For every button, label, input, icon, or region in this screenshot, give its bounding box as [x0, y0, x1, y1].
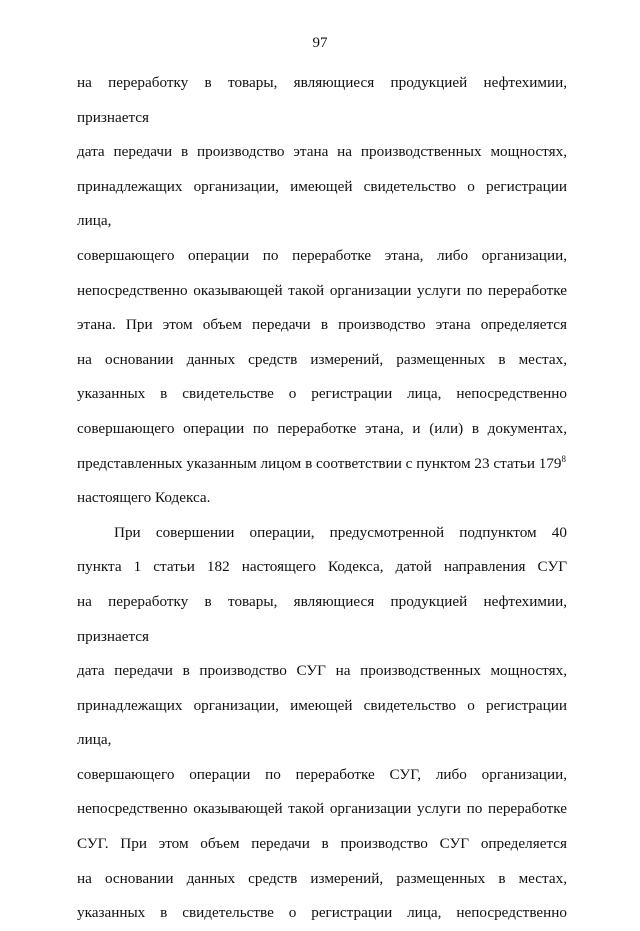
text-line: принадлежащих организации, имеющей свидетельство о регистрации лица, [77, 177, 567, 230]
page-number: 97 [312, 35, 328, 51]
text-line: на переработку в товары, являющиеся продукцией нефтехимии, признается [77, 74, 567, 126]
paragraph-1 [77, 66, 567, 516]
text-line: СУГ. При этом объем передачи в производство СУГ определяется [77, 835, 567, 853]
text-line: При совершении операции, предусмотренной подпунктом 40 [114, 523, 567, 541]
text-line: на основании данных средств измерений, размещенных в местах, [77, 869, 567, 887]
text-line-content: представленных указанным лицом в соответствии с пунктом 23 статьи 179 [77, 454, 562, 472]
text-line: указанных в свидетельстве о регистрации лица, непосредственно [77, 904, 567, 922]
text-line: непосредственно оказывающей такой организации услуги по переработке [77, 281, 567, 299]
text-line: принадлежащих организации, имеющей свидетельство о регистрации лица, [77, 696, 567, 749]
paragraph-2 [77, 516, 567, 931]
document-body [77, 66, 567, 931]
text-line: настоящего Кодекса. [77, 489, 211, 507]
text-line: пункта 1 статьи 182 настоящего Кодекса, датой направления СУГ [77, 558, 567, 576]
text-line: на переработку в товары, являющиеся продукцией нефтехимии, признается [77, 592, 567, 645]
footnote-superscript: 8 [561, 453, 567, 464]
text-line: дата передачи в производство СУГ на производственных мощностях, [77, 662, 567, 680]
text-line: совершающего операции по переработке этана, либо организации, [77, 246, 567, 264]
text-line [77, 447, 567, 482]
text-line: совершающего операции по переработке этана, и (или) в документах, [77, 419, 567, 437]
text-line: совершающего операции по переработке СУГ, либо организации, [77, 765, 567, 783]
text-line: на основании данных средств измерений, размещенных в местах, [77, 350, 567, 368]
text-line: дата передачи в производство этана на производственных мощностях, [77, 143, 567, 161]
text-line: указанных в свидетельстве о регистрации лица, непосредственно [77, 385, 567, 403]
text-line: непосредственно оказывающей такой организации услуги по переработке [77, 800, 567, 818]
text-line: этана. При этом объем передачи в производство этана определяется [77, 316, 567, 334]
